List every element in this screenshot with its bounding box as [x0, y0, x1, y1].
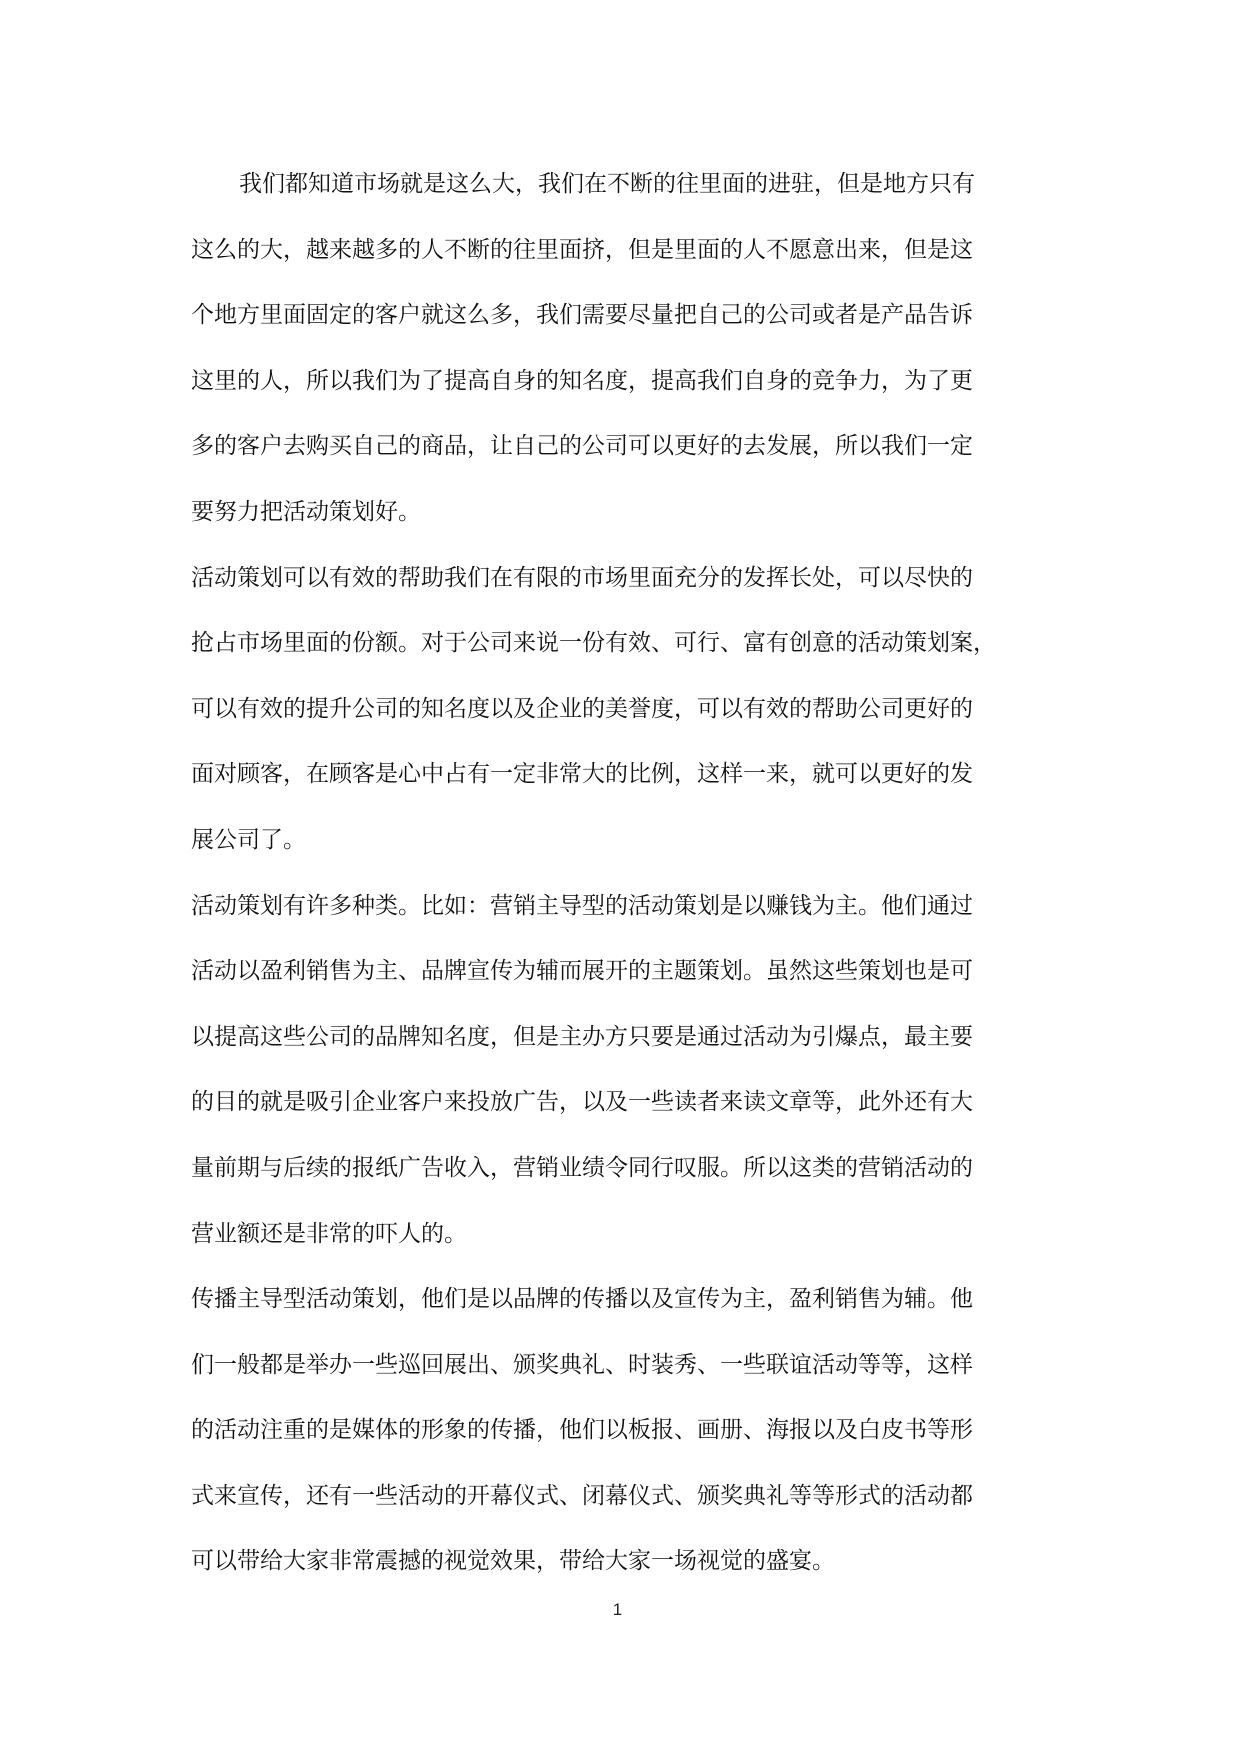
text-line: 的活动注重的是媒体的形象的传播，他们以板报、画册、海报以及白皮书等形 — [191, 1417, 973, 1444]
body-text — [191, 152, 1043, 1595]
text-line: 活动策划可以有效的帮助我们在有限的市场里面充分的发挥长处，可以尽快的 — [191, 564, 973, 591]
text-line: 活动策划有许多种类。比如：营销主导型的活动策划是以赚钱为主。他们通过 — [191, 892, 973, 919]
text-line: 的目的就是吸引企业客户来投放广告，以及一些读者来读文章等，此外还有大 — [191, 1089, 973, 1116]
text-line: 多的客户去购买自己的商品，让自己的公司可以更好的去发展，所以我们一定 — [191, 433, 973, 460]
text-line: 这么的大，越来越多的人不断的往里面挤，但是里面的人不愿意出来，但是这 — [191, 236, 973, 263]
text-line: 要努力把活动策划好。 — [191, 498, 421, 525]
text-line: 可以有效的提升公司的知名度以及企业的美誉度，可以有效的帮助公司更好的 — [191, 695, 973, 722]
text-line: 式来宣传，还有一些活动的开幕仪式、闭幕仪式、颁奖典礼等等形式的活动都 — [191, 1482, 973, 1509]
text-line: 面对顾客，在顾客是心中占有一定非常大的比例，这样一来，就可以更好的发 — [191, 761, 973, 788]
paragraph-1 — [191, 152, 1043, 546]
text-line: 以提高这些公司的品牌知名度，但是主办方只要是通过活动为引爆点，最主要 — [191, 1023, 973, 1050]
text-line: 我们都知道市场就是这么大，我们在不断的往里面的进驻，但是地方只有 — [239, 171, 975, 197]
paragraph-3 — [191, 874, 1043, 1268]
paragraph-4 — [191, 1267, 1043, 1595]
text-line: 营业额还是非常的吓人的。 — [191, 1220, 467, 1247]
paragraph-2 — [191, 546, 1043, 874]
text-line: 展公司了。 — [191, 826, 306, 853]
text-line: 个地方里面固定的客户就这么多，我们需要尽量把自己的公司或者是产品告诉 — [191, 302, 973, 329]
text-line: 活动以盈利销售为主、品牌宣传为辅而展开的主题策划。虽然这些策划也是可 — [191, 958, 973, 985]
text-line: 们一般都是举办一些巡回展出、颁奖典礼、时装秀、一些联谊活动等等，这样 — [191, 1351, 973, 1378]
text-line: 抢占市场里面的份额。对于公司来说一份有效、可行、富有创意的活动策划案， — [191, 630, 996, 657]
text-line: 这里的人，所以我们为了提高自身的知名度，提高我们自身的竞争力，为了更 — [191, 367, 973, 394]
text-line: 量前期与后续的报纸广告收入，营销业绩令同行叹服。所以这类的营销活动的 — [191, 1154, 973, 1181]
text-line: 可以带给大家非常震撼的视觉效果，带给大家一场视觉的盛宴。 — [191, 1548, 835, 1575]
page-number: 1 — [612, 1600, 623, 1619]
text-line: 传播主导型活动策划，他们是以品牌的传播以及宣传为主，盈利销售为辅。他 — [191, 1286, 973, 1313]
